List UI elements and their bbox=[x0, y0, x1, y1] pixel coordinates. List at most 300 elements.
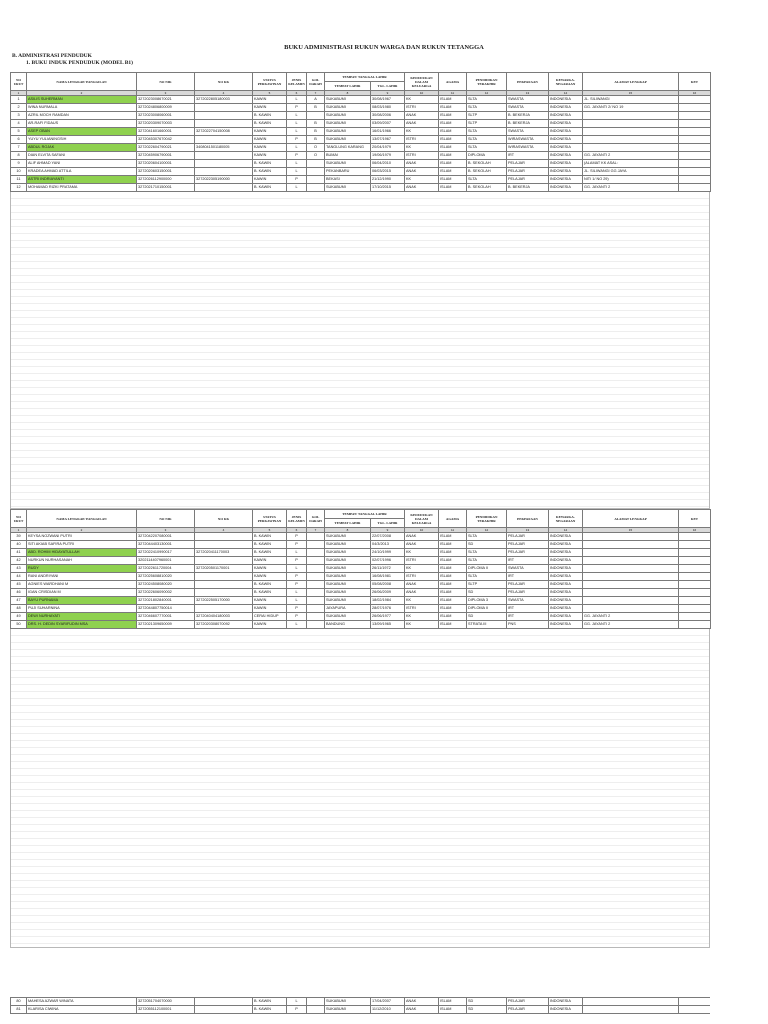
address bbox=[583, 1006, 679, 1014]
column-number: 5 bbox=[253, 528, 287, 533]
religion: ISLAM bbox=[439, 549, 467, 557]
blood-type: B bbox=[307, 104, 325, 112]
row-number: 46 bbox=[11, 589, 27, 597]
address: GG. JAYANTI 2 bbox=[583, 621, 679, 629]
education: SLTA bbox=[467, 573, 507, 581]
religion: ISLAM bbox=[439, 104, 467, 112]
education: SD bbox=[467, 541, 507, 549]
header-nik: NO NIK bbox=[137, 73, 195, 91]
blood-type: B bbox=[307, 136, 325, 144]
birth-date: 30/08/1967 bbox=[371, 96, 405, 104]
resident-name: AR-RAFI FIDAUS bbox=[27, 120, 137, 128]
marital-status: B. KAWIN bbox=[253, 1006, 287, 1014]
table-row bbox=[11, 613, 711, 621]
ledger-table-1 bbox=[10, 72, 710, 509]
note bbox=[679, 597, 711, 605]
gender: P bbox=[287, 533, 307, 541]
marital-status: KAWIN bbox=[253, 176, 287, 184]
header-no: NO URUT bbox=[11, 510, 27, 528]
occupation: B. BEKERJA bbox=[507, 120, 549, 128]
gender: L bbox=[287, 549, 307, 557]
kk-number bbox=[195, 589, 253, 597]
education: SLTP bbox=[467, 120, 507, 128]
birth-date: 20/04/1979 bbox=[371, 144, 405, 152]
birth-date: 17/04/2007 bbox=[371, 998, 405, 1006]
table-row bbox=[11, 541, 711, 549]
nik-number: 3272042207080001 bbox=[137, 533, 195, 541]
citizenship: INDONESIA bbox=[549, 613, 583, 621]
birth-place: SUKABUMI bbox=[325, 533, 371, 541]
resident-name: BAYU PURNAMA bbox=[27, 597, 137, 605]
education: SLTA bbox=[467, 557, 507, 565]
education: STRATA III bbox=[467, 621, 507, 629]
address bbox=[583, 136, 679, 144]
citizenship: INDONESIA bbox=[549, 120, 583, 128]
header-birth-group: TEMPAT/ TANGGAL LAHIR bbox=[325, 510, 405, 519]
nik-number: 3272020309070003 bbox=[137, 120, 195, 128]
header-education: PENDIDIKAN TERAKHIR bbox=[467, 73, 507, 91]
note bbox=[679, 136, 711, 144]
ledger-1-rows-not-reproduced bbox=[10, 192, 710, 509]
header-kk: NO KK bbox=[195, 73, 253, 91]
row-number: 7 bbox=[11, 144, 27, 152]
nik-number: 3272021309650009 bbox=[137, 621, 195, 629]
resident-name: ASEP OBAN bbox=[27, 128, 137, 136]
family-position: ISTRI bbox=[405, 104, 439, 112]
birth-place: SUKABUMI bbox=[325, 597, 371, 605]
citizenship: INDONESIA bbox=[549, 104, 583, 112]
table-row bbox=[11, 120, 711, 128]
birth-date: 03/09/2007 bbox=[371, 120, 405, 128]
table-row bbox=[11, 597, 711, 605]
gender: P bbox=[287, 581, 307, 589]
birth-date: 17/10/2015 bbox=[371, 184, 405, 192]
birth-date: 26/06/2009 bbox=[371, 589, 405, 597]
citizenship: INDONESIA bbox=[549, 152, 583, 160]
header-note: KET bbox=[679, 510, 711, 528]
table-row bbox=[11, 998, 711, 1006]
blood-type bbox=[307, 565, 325, 573]
citizenship: INDONESIA bbox=[549, 589, 583, 597]
occupation: PELAJAR bbox=[507, 589, 549, 597]
birth-place: SUKABUMI bbox=[325, 557, 371, 565]
kk-number bbox=[195, 112, 253, 120]
occupation: IRT bbox=[507, 152, 549, 160]
resident-name: AZRIL MOCH RAMDAN bbox=[27, 112, 137, 120]
gender: L bbox=[287, 184, 307, 192]
occupation: SWASTA bbox=[507, 128, 549, 136]
row-number: 6 bbox=[11, 136, 27, 144]
address bbox=[583, 533, 679, 541]
resident-name: ABD. ROHIM HIDAYATULLAH bbox=[27, 549, 137, 557]
family-position: ISTRI bbox=[405, 152, 439, 160]
blood-type bbox=[307, 597, 325, 605]
note bbox=[679, 549, 711, 557]
blood-type bbox=[307, 168, 325, 176]
kk-number: 3408041501180005 bbox=[195, 144, 253, 152]
header-birth-date: TGL. LAHIR bbox=[371, 82, 405, 91]
column-number: 11 bbox=[439, 91, 467, 96]
education: SLTP bbox=[467, 112, 507, 120]
table-row bbox=[11, 128, 711, 136]
header-education: PENDIDIKAN TERAKHIR bbox=[467, 510, 507, 528]
birth-date: 21/12/1990 bbox=[371, 176, 405, 184]
education: SLTA bbox=[467, 96, 507, 104]
header-family-pos: KEDUDUKAN DALAM KELUARGA bbox=[405, 73, 439, 91]
row-number: 40 bbox=[11, 541, 27, 549]
religion: ISLAM bbox=[439, 168, 467, 176]
marital-status: B. KAWIN bbox=[253, 589, 287, 597]
column-number: 10 bbox=[405, 91, 439, 96]
header-birth-place: TEMPAT LAHIR bbox=[325, 82, 371, 91]
marital-status: B. KAWIN bbox=[253, 168, 287, 176]
citizenship: INDONESIA bbox=[549, 621, 583, 629]
religion: ISLAM bbox=[439, 613, 467, 621]
blood-type bbox=[307, 176, 325, 184]
table-row bbox=[11, 573, 711, 581]
row-number: 8 bbox=[11, 152, 27, 160]
family-position: KK bbox=[405, 96, 439, 104]
address bbox=[583, 998, 679, 1006]
family-position: ANAK bbox=[405, 184, 439, 192]
row-number: 42 bbox=[11, 557, 27, 565]
gender: L bbox=[287, 621, 307, 629]
table-row bbox=[11, 160, 711, 168]
marital-status: B. KAWIN bbox=[253, 533, 287, 541]
nik-number: 3272020604100001 bbox=[137, 160, 195, 168]
blood-type: B bbox=[307, 128, 325, 136]
row-number: 5 bbox=[11, 128, 27, 136]
note bbox=[679, 581, 711, 589]
nik-number: 3272044807750014 bbox=[137, 605, 195, 613]
header-gender: JENIS KELAMIN bbox=[287, 510, 307, 528]
resident-name: AGNIES WARDHANI M bbox=[27, 581, 137, 589]
row-number: 50 bbox=[11, 621, 27, 629]
occupation: SWASTA bbox=[507, 96, 549, 104]
marital-status: CERAI HIDUP bbox=[253, 613, 287, 621]
note bbox=[679, 112, 711, 120]
education: SLTA bbox=[467, 549, 507, 557]
document-title: BUKU ADMINISTRASI RUKUN WARGA DAN RUKUN TETANGGA bbox=[284, 44, 484, 51]
gender: P bbox=[287, 573, 307, 581]
marital-status: KAWIN bbox=[253, 152, 287, 160]
column-number: 4 bbox=[195, 528, 253, 533]
note bbox=[679, 613, 711, 621]
table-row bbox=[11, 96, 711, 104]
birth-date: 13/09/1965 bbox=[371, 621, 405, 629]
kk-number bbox=[195, 160, 253, 168]
education: SLTA bbox=[467, 176, 507, 184]
religion: ISLAM bbox=[439, 112, 467, 120]
table-row bbox=[11, 621, 711, 629]
subsection-title: 1. BUKU INDUK PENDUDUK (MODEL B1) bbox=[26, 60, 133, 66]
education: B. SEKOLAH bbox=[467, 168, 507, 176]
table-row bbox=[11, 152, 711, 160]
table-row bbox=[11, 104, 711, 112]
header-job: PEKERJAAN bbox=[507, 510, 549, 528]
column-number: 1 bbox=[11, 91, 27, 96]
education: SD bbox=[467, 613, 507, 621]
header-name: NAMA LENGKAP/ PANGGILAN bbox=[27, 73, 137, 91]
kk-number bbox=[195, 533, 253, 541]
resident-name: DIAN ELVITA SAFANI bbox=[27, 152, 137, 160]
blood-type bbox=[307, 613, 325, 621]
family-position: ANAK bbox=[405, 168, 439, 176]
birth-date: 24/10/1999 bbox=[371, 549, 405, 557]
birth-place: SUKABUMI bbox=[325, 613, 371, 621]
column-number: 5 bbox=[253, 91, 287, 96]
header-status: STATUS PERKAWINAN bbox=[253, 73, 287, 91]
family-position: ANAK bbox=[405, 541, 439, 549]
birth-place: SUKABUMI bbox=[325, 96, 371, 104]
family-position: ISTRI bbox=[405, 136, 439, 144]
note bbox=[679, 152, 711, 160]
citizenship: INDONESIA bbox=[549, 160, 583, 168]
kk-number bbox=[195, 541, 253, 549]
row-number: 2 bbox=[11, 104, 27, 112]
note bbox=[679, 998, 711, 1006]
birth-place: TANGLUNG KARANG bbox=[325, 144, 371, 152]
note bbox=[679, 104, 711, 112]
family-position: KK bbox=[405, 613, 439, 621]
resident-name: DRS. H. DEDIN SYARIFUDIN MSA bbox=[27, 621, 137, 629]
table-row bbox=[11, 184, 711, 192]
family-position: ANAK bbox=[405, 160, 439, 168]
marital-status: B. KAWIN bbox=[253, 549, 287, 557]
section-title: B. ADMINISTRASI PENDUDUK bbox=[12, 53, 92, 59]
address bbox=[583, 144, 679, 152]
nik-number: 3272026112900000 bbox=[137, 176, 195, 184]
resident-name: MOHAMAD RIZKI PRATAMA bbox=[27, 184, 137, 192]
occupation: PELAJAR bbox=[507, 1006, 549, 1014]
citizenship: INDONESIA bbox=[549, 541, 583, 549]
education: DIPLOMA II bbox=[467, 605, 507, 613]
nik-number: 3202114407960001 bbox=[137, 557, 195, 565]
kk-number bbox=[195, 1006, 253, 1014]
address bbox=[583, 549, 679, 557]
header-citizenship: KEWARGA-NEGARAAN bbox=[549, 73, 583, 91]
birth-date: 18/02/1984 bbox=[371, 597, 405, 605]
header-gender: JENIS KELAMIN bbox=[287, 73, 307, 91]
nik-number: 3272022410990017 bbox=[137, 549, 195, 557]
row-number: 80 bbox=[11, 998, 27, 1006]
birth-place: SUKABUMI bbox=[325, 160, 371, 168]
table-row bbox=[11, 549, 711, 557]
column-number: 3 bbox=[137, 528, 195, 533]
column-number: 4 bbox=[195, 91, 253, 96]
resident-name: ALIF AHMAD YANI bbox=[27, 160, 137, 168]
religion: ISLAM bbox=[439, 581, 467, 589]
marital-status: KAWIN bbox=[253, 597, 287, 605]
gender: L bbox=[287, 589, 307, 597]
table-row bbox=[11, 589, 711, 597]
marital-status: KAWIN bbox=[253, 605, 287, 613]
note bbox=[679, 1006, 711, 1014]
religion: ISLAM bbox=[439, 120, 467, 128]
table-row bbox=[11, 168, 711, 176]
resident-name: KRADEA AHMAD ATTILA bbox=[27, 168, 137, 176]
resident-name: IGAN CRISDIAN M bbox=[27, 589, 137, 597]
resident-name: PUJI SUHARNINA bbox=[27, 605, 137, 613]
occupation: PELAJAR bbox=[507, 998, 549, 1006]
column-number: 9 bbox=[371, 91, 405, 96]
row-number: 9 bbox=[11, 160, 27, 168]
family-position: ANAK bbox=[405, 120, 439, 128]
note bbox=[679, 120, 711, 128]
education: DIPLOMA 3 bbox=[467, 597, 507, 605]
birth-place: PEKANBARU bbox=[325, 168, 371, 176]
nik-number: 3272022606090002 bbox=[137, 589, 195, 597]
blood-type: B bbox=[307, 120, 325, 128]
table-row bbox=[11, 565, 711, 573]
family-position: ANAK bbox=[405, 533, 439, 541]
marital-status: B. KAWIN bbox=[253, 120, 287, 128]
nik-number: 3272045906790001 bbox=[137, 152, 195, 160]
gender: P bbox=[287, 1006, 307, 1014]
family-position: ANAK bbox=[405, 112, 439, 120]
citizenship: INDONESIA bbox=[549, 998, 583, 1006]
header-nik: NO NIK bbox=[137, 510, 195, 528]
row-number: 11 bbox=[11, 176, 27, 184]
resident-name: NURKUN NURHASANAH bbox=[27, 557, 137, 565]
birth-date: 13/07/1967 bbox=[371, 136, 405, 144]
education: SLTA bbox=[467, 144, 507, 152]
family-position: ANAK bbox=[405, 589, 439, 597]
birth-date: 16/01/1966 bbox=[371, 128, 405, 136]
kk-number: 3272040404180003 bbox=[195, 613, 253, 621]
blood-type bbox=[307, 533, 325, 541]
row-number: 49 bbox=[11, 613, 27, 621]
religion: ISLAM bbox=[439, 589, 467, 597]
education: SD bbox=[467, 998, 507, 1006]
note bbox=[679, 176, 711, 184]
occupation: IRT bbox=[507, 605, 549, 613]
gender: L bbox=[287, 597, 307, 605]
resident-name: ABDUL ROJAK bbox=[27, 144, 137, 152]
header-blood: GOL DARAH bbox=[307, 510, 325, 528]
citizenship: INDONESIA bbox=[549, 565, 583, 573]
marital-status: KAWIN bbox=[253, 621, 287, 629]
education: B. SEKOLAH bbox=[467, 160, 507, 168]
kk-number: 3272022704150008 bbox=[195, 128, 253, 136]
resident-name: MAHESA AZWAR WINATA bbox=[27, 998, 137, 1006]
header-address: ALAMAT LENGKAP bbox=[583, 73, 679, 91]
blood-type bbox=[307, 557, 325, 565]
table-row bbox=[11, 581, 711, 589]
religion: ISLAM bbox=[439, 176, 467, 184]
education: SLTA bbox=[467, 533, 507, 541]
marital-status: KAWIN bbox=[253, 96, 287, 104]
column-number: 7 bbox=[307, 528, 325, 533]
gender: P bbox=[287, 176, 307, 184]
religion: ISLAM bbox=[439, 144, 467, 152]
kk-number bbox=[195, 104, 253, 112]
religion: ISLAM bbox=[439, 573, 467, 581]
column-number: 6 bbox=[287, 91, 307, 96]
nik-number: 3272044403130001 bbox=[137, 541, 195, 549]
column-number: 10 bbox=[405, 528, 439, 533]
gender: L bbox=[287, 96, 307, 104]
blood-type bbox=[307, 589, 325, 597]
gender: P bbox=[287, 613, 307, 621]
marital-status: KAWIN bbox=[253, 565, 287, 573]
religion: ISLAM bbox=[439, 96, 467, 104]
column-number: 16 bbox=[679, 528, 711, 533]
occupation: WIRASWASTA bbox=[507, 144, 549, 152]
citizenship: INDONESIA bbox=[549, 581, 583, 589]
resident-name: RANI ANDRIYANI bbox=[27, 573, 137, 581]
family-position: KK bbox=[405, 176, 439, 184]
birth-place: SUKABUMI bbox=[325, 112, 371, 120]
gender: P bbox=[287, 557, 307, 565]
header-note: KET bbox=[679, 73, 711, 91]
header-citizenship: KEWARGA-NEGARAAN bbox=[549, 510, 583, 528]
kk-number: 3272020501170001 bbox=[195, 565, 253, 573]
address bbox=[583, 112, 679, 120]
marital-status: B. KAWIN bbox=[253, 160, 287, 168]
kk-number bbox=[195, 152, 253, 160]
blood-type bbox=[307, 621, 325, 629]
family-position: KK bbox=[405, 597, 439, 605]
blood-type: O bbox=[307, 152, 325, 160]
occupation: SWASTA bbox=[507, 565, 549, 573]
religion: ISLAM bbox=[439, 160, 467, 168]
education: DIPLOMA II bbox=[467, 565, 507, 573]
kk-number bbox=[195, 998, 253, 1006]
note bbox=[679, 541, 711, 549]
column-number: 2 bbox=[27, 91, 137, 96]
education: SLTP bbox=[467, 581, 507, 589]
nik-number: 3272045307670042 bbox=[137, 136, 195, 144]
address bbox=[583, 565, 679, 573]
birth-place: SUKABUMI bbox=[325, 104, 371, 112]
blood-type bbox=[307, 541, 325, 549]
occupation: PELAJAR bbox=[507, 160, 549, 168]
birth-place: SUKABUMI bbox=[325, 120, 371, 128]
religion: ISLAM bbox=[439, 152, 467, 160]
family-position: KK bbox=[405, 549, 439, 557]
kk-number bbox=[195, 136, 253, 144]
occupation: PELAJAR bbox=[507, 176, 549, 184]
blood-type bbox=[307, 112, 325, 120]
resident-name: ASILIS SUHERMAN bbox=[27, 96, 137, 104]
birth-date: 04/3/2013 bbox=[371, 541, 405, 549]
nik-number: 3272046607770001 bbox=[137, 613, 195, 621]
address: GG. JAYANTI 2 bbox=[583, 184, 679, 192]
occupation: SWASTA bbox=[507, 104, 549, 112]
table-row bbox=[11, 144, 711, 152]
row-number: 47 bbox=[11, 597, 27, 605]
blood-type bbox=[307, 1006, 325, 1014]
marital-status: B. KAWIN bbox=[253, 184, 287, 192]
note bbox=[679, 573, 711, 581]
birth-date: 16/08/1981 bbox=[371, 573, 405, 581]
blood-type bbox=[307, 184, 325, 192]
note bbox=[679, 96, 711, 104]
family-position: KK bbox=[405, 565, 439, 573]
occupation: PELAJAR bbox=[507, 549, 549, 557]
religion: ISLAM bbox=[439, 605, 467, 613]
kk-number bbox=[195, 168, 253, 176]
row-number: 4 bbox=[11, 120, 27, 128]
resident-name: YUYU YULIANINGSIH bbox=[27, 136, 137, 144]
education: SLTA bbox=[467, 136, 507, 144]
column-number: 14 bbox=[549, 528, 583, 533]
table-row bbox=[11, 533, 711, 541]
header-name: NAMA LENGKAP/ PANGGILAN bbox=[27, 510, 137, 528]
birth-date: 05/08/2008 bbox=[371, 581, 405, 589]
address bbox=[583, 581, 679, 589]
